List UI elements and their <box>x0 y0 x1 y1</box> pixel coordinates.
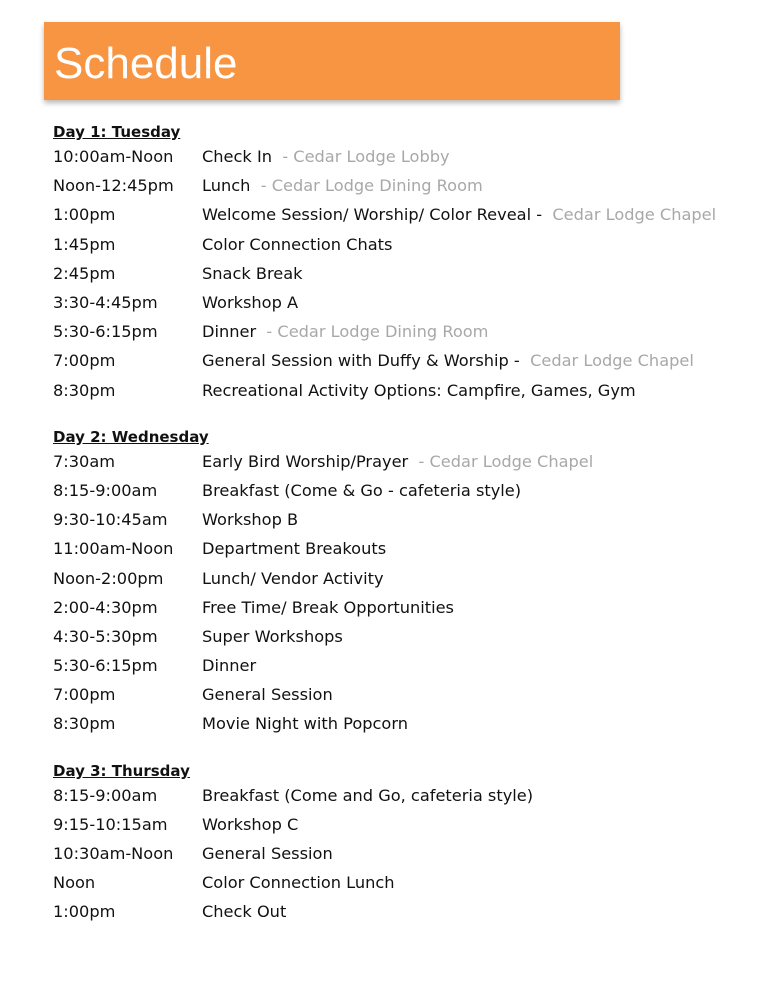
schedule-time: 5:30-6:15pm <box>53 656 158 676</box>
schedule-row <box>53 142 753 171</box>
schedule-time: Noon-2:00pm <box>53 568 164 588</box>
page-title: Schedule <box>54 39 238 88</box>
schedule-event-cell <box>202 322 753 341</box>
schedule-time: 8:15-9:00am <box>53 785 158 805</box>
schedule-event: Dinner <box>202 322 257 342</box>
schedule-event: Lunch/ Vendor Activity <box>202 568 384 588</box>
day-heading: Day 1: Tuesday <box>53 123 181 141</box>
schedule-event-cell <box>202 844 753 863</box>
schedule-row <box>53 200 753 229</box>
schedule-row <box>53 259 753 288</box>
schedule-time: 10:30am-Noon <box>53 844 174 864</box>
schedule-event: Welcome Session/ Worship/ Color Reveal - <box>202 205 543 225</box>
schedule-time: 8:15-9:00am <box>53 480 158 500</box>
schedule-time: 5:30-6:15pm <box>53 322 158 342</box>
schedule-time: 1:00pm <box>53 205 116 225</box>
schedule-event: General Session <box>202 844 333 864</box>
schedule-event: Breakfast (Come & Go - cafeteria style) <box>202 480 522 500</box>
schedule-event-cell <box>202 656 753 675</box>
schedule-row <box>53 376 753 405</box>
schedule-event-cell <box>202 176 753 195</box>
schedule-event: Early Bird Worship/Prayer <box>202 451 409 471</box>
schedule-row <box>53 447 753 476</box>
schedule-event-cell <box>202 381 753 400</box>
schedule-time: 9:30-10:45am <box>53 510 168 530</box>
schedule-row <box>53 505 753 534</box>
schedule-location: - Cedar Lodge Lobby <box>282 147 450 167</box>
schedule-event-cell <box>202 147 753 166</box>
schedule-row <box>53 781 753 810</box>
schedule-row <box>53 171 753 200</box>
schedule-time: 1:45pm <box>53 234 116 254</box>
schedule-row <box>53 868 753 897</box>
schedule-event-cell <box>202 786 753 805</box>
schedule-row <box>53 810 753 839</box>
schedule-event-cell <box>202 714 753 733</box>
schedule-time: 11:00am-Noon <box>53 539 174 559</box>
schedule-time: 8:30pm <box>53 714 116 734</box>
schedule-event-cell <box>202 205 753 224</box>
schedule-event-cell <box>202 598 753 617</box>
day-heading: Day 2: Wednesday <box>53 427 209 446</box>
schedule-row <box>53 651 753 680</box>
schedule-time: 10:00am-Noon <box>53 147 174 167</box>
schedule-row <box>53 839 753 868</box>
schedule-time: 2:45pm <box>53 263 116 283</box>
schedule-event: Recreational Activity Options: Campfire, Games, Gym <box>202 380 636 400</box>
schedule-row <box>53 534 753 563</box>
schedule-event: Dinner <box>202 656 257 676</box>
schedule-event-cell <box>202 902 753 921</box>
schedule-event-cell <box>202 510 753 529</box>
schedule-event: Workshop B <box>202 510 299 530</box>
schedule-event: Check Out <box>202 902 287 922</box>
schedule-event: Free Time/ Break Opportunities <box>202 597 454 617</box>
schedule-event-cell <box>202 685 753 704</box>
schedule-time: 8:30pm <box>53 380 116 400</box>
schedule-location: Cedar Lodge Chapel <box>530 351 694 371</box>
header-banner <box>44 22 620 100</box>
schedule-event-cell <box>202 235 753 254</box>
schedule-time: 3:30-4:45pm <box>53 293 158 313</box>
schedule-time: 7:00pm <box>53 685 116 705</box>
schedule-list <box>53 122 753 949</box>
schedule-event: Breakfast (Come and Go, cafeteria style) <box>202 785 534 805</box>
schedule-event-cell <box>202 873 753 892</box>
schedule-location: - Cedar Lodge Chapel <box>418 451 594 471</box>
schedule-location: - Cedar Lodge Dining Room <box>260 176 483 196</box>
schedule-event-cell <box>202 481 753 500</box>
schedule-event: General Session with Duffy & Worship - <box>202 351 520 371</box>
schedule-time: 7:30am <box>53 451 116 471</box>
schedule-time: 1:00pm <box>53 902 116 922</box>
schedule-event-cell <box>202 627 753 646</box>
day-section <box>53 761 753 927</box>
schedule-event: Color Connection Chats <box>202 234 393 254</box>
schedule-event-cell <box>202 452 753 471</box>
schedule-row <box>53 709 753 738</box>
schedule-event-cell <box>202 815 753 834</box>
schedule-row <box>53 897 753 926</box>
schedule-event: Workshop C <box>202 814 299 834</box>
schedule-event: Workshop A <box>202 293 299 313</box>
schedule-time: 7:00pm <box>53 351 116 371</box>
schedule-row <box>53 680 753 709</box>
schedule-row <box>53 288 753 317</box>
schedule-event: Lunch <box>202 176 251 196</box>
day-heading: Day 3: Thursday <box>53 761 190 780</box>
schedule-time: 9:15-10:15am <box>53 814 168 834</box>
schedule-row <box>53 563 753 592</box>
schedule-event-cell <box>202 293 753 312</box>
schedule-event: Check In <box>202 147 272 167</box>
schedule-event-cell <box>202 351 753 370</box>
day-section <box>53 122 753 405</box>
schedule-row <box>53 317 753 346</box>
schedule-row <box>53 476 753 505</box>
schedule-event: Movie Night with Popcorn <box>202 714 408 734</box>
schedule-time: Noon <box>53 873 96 893</box>
schedule-location: - Cedar Lodge Dining Room <box>266 322 489 342</box>
schedule-row <box>53 230 753 259</box>
schedule-event: Super Workshops <box>202 626 343 646</box>
schedule-time: Noon-12:45pm <box>53 176 174 196</box>
schedule-row <box>53 593 753 622</box>
schedule-time: 2:00-4:30pm <box>53 597 158 617</box>
schedule-event-cell <box>202 264 753 283</box>
schedule-row <box>53 346 753 375</box>
schedule-location: Cedar Lodge Chapel <box>552 205 717 225</box>
schedule-event: General Session <box>202 685 333 705</box>
schedule-event: Snack Break <box>202 263 303 283</box>
schedule-row <box>53 622 753 651</box>
schedule-event-cell <box>202 539 753 558</box>
schedule-event-cell <box>202 569 753 588</box>
day-section <box>53 427 753 739</box>
schedule-event: Department Breakouts <box>202 539 387 559</box>
schedule-time: 4:30-5:30pm <box>53 626 158 646</box>
schedule-event: Color Connection Lunch <box>202 873 395 893</box>
